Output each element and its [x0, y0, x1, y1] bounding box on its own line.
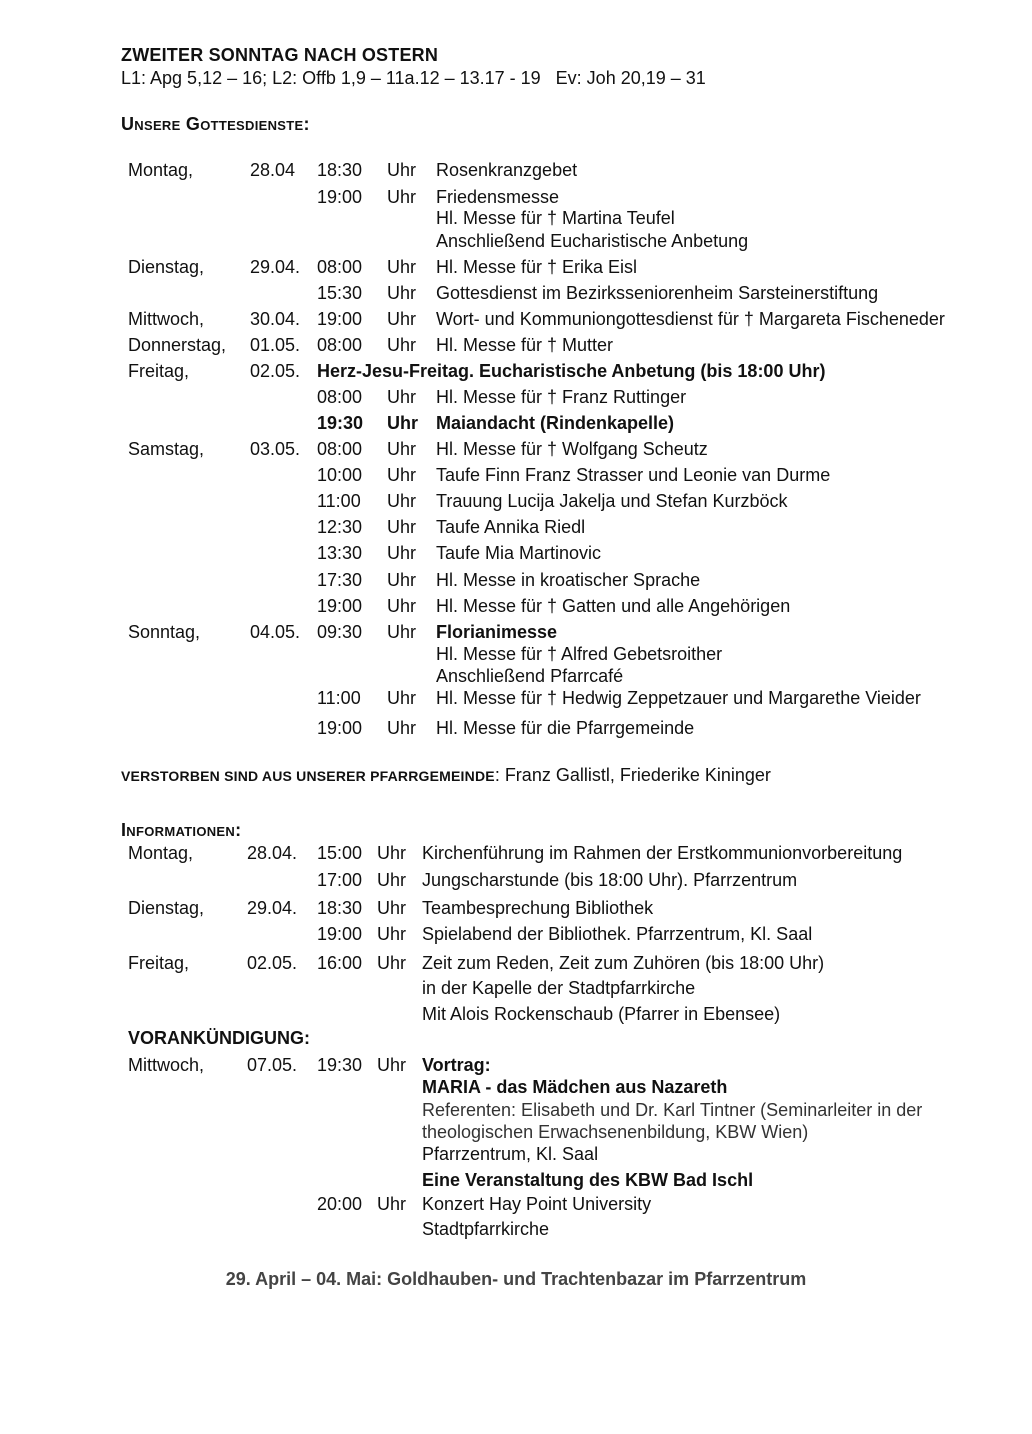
- info-time: 17:00: [317, 870, 363, 890]
- service-time: 19:00: [317, 596, 363, 616]
- service-date: 02.05.: [250, 361, 301, 381]
- service-desc: Anschließend Pfarrcafé: [436, 666, 624, 686]
- service-uhr: Uhr: [387, 160, 417, 180]
- info-desc: Mit Alois Rockenschaub (Pfarrer in Ebensee): [422, 1004, 781, 1024]
- service-day: Dienstag,: [128, 257, 205, 277]
- services-heading: Unsere Gottesdienste:: [121, 114, 310, 134]
- bazar-notice: 29. April – 04. Mai: Goldhauben- und Trachtenbazar im Pfarrzentrum: [225, 1269, 807, 1289]
- service-time: 11:00: [317, 688, 361, 708]
- service-time: 11:00: [317, 491, 361, 511]
- service-time: 19:00: [317, 718, 363, 738]
- service-desc: Taufe Annika Riedl: [436, 517, 586, 537]
- service-time: 10:00: [317, 465, 363, 485]
- service-desc: Rosenkranzgebet: [436, 160, 578, 180]
- info-date: 28.04.: [247, 843, 298, 863]
- service-uhr: Uhr: [387, 283, 417, 303]
- service-desc: Hl. Messe für † Wolfgang Scheutz: [436, 439, 708, 459]
- service-desc: Hl. Messe für † Alfred Gebetsroither: [436, 644, 723, 664]
- service-desc: Taufe Finn Franz Strasser und Leonie van Durme: [436, 465, 831, 485]
- service-uhr: Uhr: [387, 570, 417, 590]
- service-uhr: Uhr: [387, 465, 417, 485]
- service-date: 28.04: [250, 160, 296, 180]
- service-uhr: Uhr: [387, 413, 418, 433]
- deceased-notice: [121, 765, 771, 786]
- preview-desc: theologischen Erwachsenenbildung, KBW Wien): [422, 1122, 809, 1142]
- deceased-names: : Franz Gallistl, Friederike Kininger: [494, 765, 771, 785]
- preview-desc: Eine Veranstaltung des KBW Bad Ischl: [422, 1170, 754, 1190]
- service-time: 08:00: [317, 335, 363, 355]
- service-day: Mittwoch,: [128, 309, 205, 329]
- service-day: Sonntag,: [128, 622, 201, 642]
- info-desc: Zeit zum Reden, Zeit zum Zuhören (bis 18:00 Uhr): [422, 953, 825, 973]
- service-date: 30.04.: [250, 309, 301, 329]
- info-heading: Informationen:: [121, 820, 242, 840]
- service-uhr: Uhr: [387, 439, 417, 459]
- info-time: 15:00: [317, 843, 363, 863]
- service-day: Freitag,: [128, 361, 190, 381]
- page-title: ZWEITER SONNTAG NACH OSTERN: [121, 45, 439, 65]
- service-desc: Hl. Messe für † Martina Teufel: [436, 208, 675, 228]
- service-uhr: Uhr: [387, 718, 417, 738]
- service-uhr: Uhr: [387, 257, 417, 277]
- info-desc: Kirchenführung im Rahmen der Erstkommunionvorbereitung: [422, 843, 903, 863]
- info-uhr: Uhr: [377, 953, 407, 973]
- info-desc: Jungscharstunde (bis 18:00 Uhr). Pfarrzentrum: [422, 870, 798, 890]
- service-desc: Maiandacht (Rindenkapelle): [436, 413, 675, 433]
- service-uhr: Uhr: [387, 387, 417, 407]
- service-uhr: Uhr: [387, 309, 417, 329]
- preview-desc: Konzert Hay Point University: [422, 1194, 652, 1214]
- info-time: 16:00: [317, 953, 363, 973]
- service-desc: Wort- und Kommuniongottesdienst für † Margareta Fischeneder: [436, 309, 945, 329]
- preview-desc: Referenten: Elisabeth und Dr. Karl Tintner (Seminarleiter in der: [422, 1100, 923, 1120]
- service-uhr: Uhr: [387, 688, 417, 708]
- service-desc: Anschließend Eucharistische Anbetung: [436, 231, 749, 251]
- preview-uhr: Uhr: [377, 1194, 407, 1214]
- info-desc: in der Kapelle der Stadtpfarrkirche: [422, 978, 696, 998]
- service-time: 17:30: [317, 570, 363, 590]
- preview-desc: Stadtpfarrkirche: [422, 1219, 550, 1239]
- info-date: 02.05.: [247, 953, 298, 973]
- preview-heading: VORANKÜNDIGUNG:: [128, 1028, 310, 1048]
- info-time: 18:30: [317, 898, 363, 918]
- service-time: 13:30: [317, 543, 363, 563]
- info-uhr: Uhr: [377, 898, 407, 918]
- info-day: Freitag,: [128, 953, 190, 973]
- preview-time: 20:00: [317, 1194, 363, 1214]
- info-day: Dienstag,: [128, 898, 205, 918]
- service-uhr: Uhr: [387, 517, 417, 537]
- service-desc: Friedensmesse: [436, 187, 560, 207]
- info-desc: Spielabend der Bibliothek. Pfarrzentrum, Kl. Saal: [422, 924, 813, 944]
- service-date: 04.05.: [250, 622, 301, 642]
- preview-time: 19:30: [317, 1055, 363, 1075]
- service-uhr: Uhr: [387, 491, 417, 511]
- service-desc: Hl. Messe für † Erika Eisl: [436, 257, 638, 277]
- service-desc: Florianimesse: [436, 622, 558, 642]
- preview-uhr: Uhr: [377, 1055, 407, 1075]
- service-time: 19:30: [317, 413, 364, 433]
- preview-desc: Vortrag:: [422, 1055, 491, 1075]
- service-time: 08:00: [317, 257, 363, 277]
- service-date: 01.05.: [250, 335, 301, 355]
- info-day: Montag,: [128, 843, 194, 863]
- service-time: 19:00: [317, 187, 363, 207]
- service-desc: Trauung Lucija Jakelja und Stefan Kurzböck: [436, 491, 788, 511]
- service-time: 08:00: [317, 387, 363, 407]
- service-desc: Hl. Messe in kroatischer Sprache: [436, 570, 701, 590]
- readings-line: L1: Apg 5,12 – 16; L2: Offb 1,9 – 11a.12 – 13.17 - 19 Ev: Joh 20,19 – 31: [121, 68, 706, 88]
- info-uhr: Uhr: [377, 924, 407, 944]
- info-uhr: Uhr: [377, 870, 407, 890]
- service-uhr: Uhr: [387, 596, 417, 616]
- info-desc: Teambesprechung Bibliothek: [422, 898, 654, 918]
- service-uhr: Uhr: [387, 543, 417, 563]
- service-desc: Hl. Messe für † Hedwig Zeppetzauer und Margarethe Vieider: [436, 688, 921, 708]
- service-desc: Hl. Messe für † Franz Ruttinger: [436, 387, 687, 407]
- info-uhr: Uhr: [377, 843, 407, 863]
- service-day: Samstag,: [128, 439, 205, 459]
- service-date: 03.05.: [250, 439, 301, 459]
- service-time: 19:00: [317, 309, 363, 329]
- service-uhr: Uhr: [387, 187, 417, 207]
- service-uhr: Uhr: [387, 335, 417, 355]
- service-desc: Hl. Messe für † Gatten und alle Angehörigen: [436, 596, 791, 616]
- deceased-label: VERSTORBEN SIND AUS UNSERER PFARRGEMEINDE: [121, 768, 495, 784]
- preview-date: 07.05.: [247, 1055, 298, 1075]
- service-desc: Hl. Messe für die Pfarrgemeinde: [436, 718, 695, 738]
- service-time: 18:30: [317, 160, 363, 180]
- info-time: 19:00: [317, 924, 363, 944]
- info-date: 29.04.: [247, 898, 298, 918]
- service-desc: Hl. Messe für † Mutter: [436, 335, 614, 355]
- service-time: 09:30: [317, 622, 363, 642]
- service-time: 15:30: [317, 283, 363, 303]
- service-date: 29.04.: [250, 257, 301, 277]
- preview-day: Mittwoch,: [128, 1055, 205, 1075]
- service-desc-bold: Herz-Jesu-Freitag. Eucharistische Anbetung (bis 18:00 Uhr): [317, 361, 826, 381]
- service-day: Donnerstag,: [128, 335, 227, 355]
- service-time: 08:00: [317, 439, 363, 459]
- service-uhr: Uhr: [387, 622, 417, 642]
- service-time: 12:30: [317, 517, 363, 537]
- service-desc: Gottesdienst im Bezirksseniorenheim Sarsteinerstiftung: [436, 283, 879, 303]
- service-day: Montag,: [128, 160, 194, 180]
- service-desc: Taufe Mia Martinovic: [436, 543, 602, 563]
- preview-desc: Pfarrzentrum, Kl. Saal: [422, 1144, 599, 1164]
- preview-desc: MARIA - das Mädchen aus Nazareth: [422, 1077, 728, 1097]
